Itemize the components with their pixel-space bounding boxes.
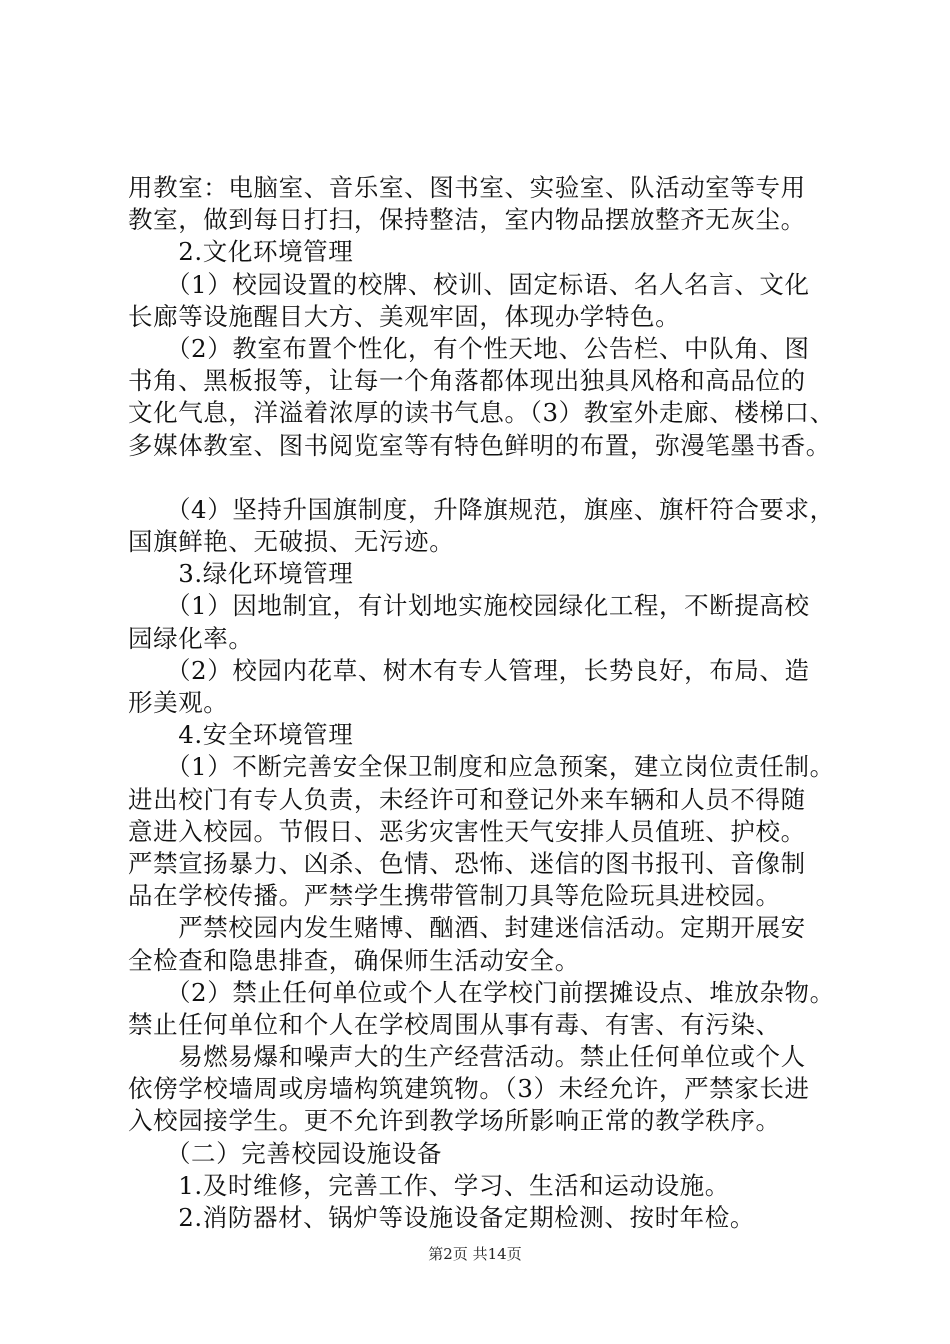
text-line: （1）校园设置的校牌、校训、固定标语、名人名言、文化 bbox=[128, 269, 810, 299]
text-line: （1）因地制宜，有计划地实施校园绿化工程，不断提高校 bbox=[128, 591, 810, 621]
text-line: 依傍学校墙周或房墙构筑建筑物。（3）未经允许，严禁家长进 bbox=[128, 1074, 810, 1104]
text-line: 意进入校园。节假日、恶劣灾害性天气安排人员值班、护校。 bbox=[128, 816, 806, 846]
text-line: 2.文化环境管理 bbox=[128, 237, 354, 267]
text-line: 3.绿化环境管理 bbox=[128, 559, 354, 589]
text-line: 入校园接学生。更不允许到教学场所影响正常的教学秩序。 bbox=[128, 1106, 781, 1136]
text-line: 易燃易爆和噪声大的生产经营活动。禁止任何单位或个人 bbox=[128, 1042, 806, 1072]
text-line: 用教室：电脑室、音乐室、图书室、实验室、队活动室等专用 bbox=[128, 173, 806, 202]
text-line: （1）不断完善安全保卫制度和应急预案，建立岗位责任制。 bbox=[128, 752, 835, 782]
text-line: 严禁宣扬暴力、凶杀、色情、恐怖、迷信的图书报刊、音像制 bbox=[128, 848, 806, 878]
text-line: 国旗鲜艳、无破损、无污迹。 bbox=[128, 527, 455, 557]
text-line: 多媒体教室、图书阅览室等有特色鲜明的布置，弥漫笔墨书香。 bbox=[128, 430, 831, 460]
page-footer: 第2页 共14页 bbox=[428, 1245, 522, 1263]
text-line: 形美观。 bbox=[128, 688, 229, 717]
text-line: 教室，做到每日打扫，保持整洁，室内物品摆放整齐无灰尘。 bbox=[128, 205, 806, 235]
text-line: 书角、黑板报等，让每一个角落都体现出独具风格和高品位的 bbox=[128, 366, 806, 396]
text-line: 品在学校传播。严禁学生携带管制刀具等危险玩具进校园。 bbox=[128, 881, 781, 911]
text-line: （二）完善校园设施设备 bbox=[128, 1138, 443, 1168]
body-text bbox=[128, 172, 840, 1234]
text-line: 2.消防器材、锅炉等设施设备定期检测、按时年检。 bbox=[128, 1203, 755, 1232]
text-line: （4）坚持升国旗制度，升降旗规范，旗座、旗杆符合要求， bbox=[128, 494, 835, 524]
text-line: （2）校园内花草、树木有专人管理，长势良好，布局、造 bbox=[128, 655, 810, 685]
text-line: （2）教室布置个性化，有个性天地、公告栏、中队角、图 bbox=[128, 333, 810, 363]
text-line: 全检查和隐患排查，确保师生活动安全。 bbox=[128, 945, 580, 975]
text-line: 禁止任何单位和个人在学校周围从事有毒、有害、有污染、 bbox=[128, 1009, 781, 1039]
text-line: 园绿化率。 bbox=[128, 623, 254, 653]
text-line: （2）禁止任何单位或个人在学校门前摆摊设点、堆放杂物。 bbox=[128, 977, 835, 1007]
text-line: 4.安全环境管理 bbox=[128, 720, 354, 750]
text-line: 进出校门有专人负责，未经许可和登记外来车辆和人员不得随 bbox=[128, 784, 806, 814]
text-line: 文化气息，洋溢着浓厚的读书气息。（3）教室外走廊、楼梯口、 bbox=[128, 398, 835, 428]
text-line: 长廊等设施醒目大方、美观牢固，体现办学特色。 bbox=[128, 301, 681, 331]
text-line: 1.及时维修，完善工作、学习、生活和运动设施。 bbox=[128, 1170, 730, 1200]
blank-line bbox=[128, 462, 840, 494]
text-line: 严禁校园内发生赌博、酗酒、封建迷信活动。定期开展安 bbox=[128, 913, 806, 943]
